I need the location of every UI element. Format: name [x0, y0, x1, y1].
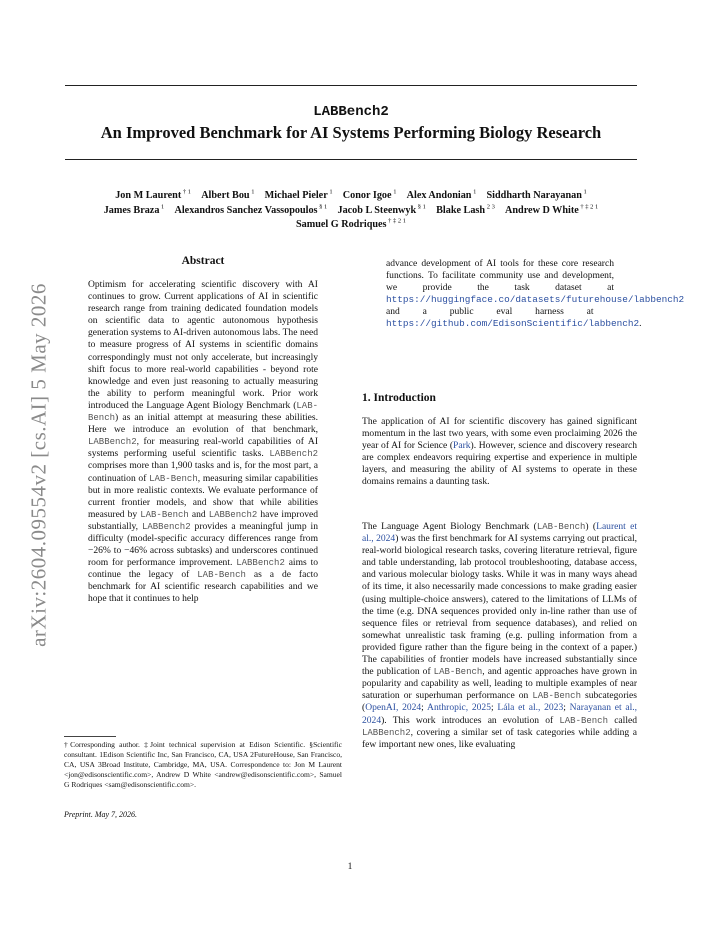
author-affiliation-marker: † ‡ 2 1: [386, 218, 407, 225]
intro-paragraph-2: [362, 521, 637, 751]
text-run: aims to continue the legacy of: [88, 557, 319, 581]
text-run: and: [188, 508, 209, 520]
author-affiliation-marker: † ‡ 2 1: [578, 204, 599, 211]
abstract-paragraph: [88, 279, 318, 606]
author-affiliation-marker: 1: [327, 189, 333, 196]
code-term: LABBench2: [208, 509, 258, 520]
code-term: LABBench2: [88, 437, 137, 448]
text-run: and a public eval harness at: [386, 306, 594, 318]
code-term: LAB-Bench: [559, 715, 608, 726]
section-heading-introduction: 1. Introduction: [362, 392, 436, 404]
text-run: ;: [563, 702, 570, 714]
url-link[interactable]: https://github.com/EdisonScientific/labbench2: [386, 318, 640, 330]
text-run: ) (: [585, 521, 597, 532]
citation-link[interactable]: Laurent et al., 2024: [362, 521, 637, 545]
author: [201, 190, 254, 201]
text-run: , and agentic approaches have grown in popularity and capability as well, leading to multiple examples of near saturation or superhuman performance on: [362, 666, 637, 702]
code-term: LAB-Bench: [536, 522, 586, 532]
author-name: Alex Andonian: [406, 190, 472, 202]
title-rule-top: [65, 85, 637, 86]
code-term: LABBench2: [236, 558, 285, 569]
author: [407, 190, 477, 201]
code-term: LAB-Bench: [140, 509, 189, 520]
author-name: Michael Pieler: [264, 190, 328, 202]
author-affiliation-marker: § 1: [317, 204, 328, 211]
author-affiliation-marker: 1: [581, 189, 587, 196]
author-affiliation-marker: 1: [249, 189, 255, 196]
code-term: LABBench2: [269, 449, 318, 460]
text-run: provides a meaningful jump in difficulty (model-specific accuracy differences range from −26% to −46% across subtasks) and underscores continued room for performance improvement.: [88, 520, 318, 569]
text-run: The Language Agent Biology Benchmark (: [362, 521, 537, 532]
author-affiliation-marker: † 1: [181, 189, 191, 196]
text-run: The application of AI for scientific discovery has gained significant momentum in the last two years, with some even proclaiming 2026 the year of AI for Science (: [362, 416, 637, 452]
text-run: ). However, science and discovery research are complex endeavors requiring expertise and experience in multiple layers, and measuring the ability of AI systems to operate in these domains remains a daunting task.: [362, 440, 638, 488]
code-term: LAB-Bench: [433, 667, 483, 678]
text-run: as a de facto benchmark for AI scientific research capabilities and we hope that it continues to help: [88, 569, 319, 605]
author: [265, 190, 333, 201]
text-run: , for measuring real-world capabilities of AI systems performing useful scientific tasks.: [88, 436, 318, 460]
text-run: ;: [421, 702, 428, 714]
author-affiliation-marker: 1: [159, 204, 165, 211]
author: [487, 190, 587, 201]
text-run: advance development of AI tools for these core research functions. To facilitate community use and development, we provide the task dataset at: [386, 258, 614, 294]
author-name: Albert Bou: [201, 190, 250, 202]
text-run: , covering a similar set of task categories while adding a few important new ones, like evaluating: [362, 726, 637, 750]
text-run: ;: [490, 702, 498, 714]
author-affiliation-marker: § 1: [416, 204, 426, 211]
abstract-heading: Abstract: [181, 255, 225, 267]
text-run: subcategories (: [362, 690, 637, 714]
citation-link[interactable]: Anthropic, 2025: [427, 702, 491, 714]
author: [296, 219, 406, 230]
author-affiliation-marker: 1: [471, 189, 477, 196]
text-run: called: [607, 714, 637, 726]
authors-line-3: [60, 215, 642, 232]
author-affiliation-marker: 1: [391, 189, 397, 196]
text-run: .: [639, 318, 642, 330]
code-term: LAB-Bench: [197, 570, 246, 581]
intro-paragraph-1: [362, 416, 637, 489]
author-name: Siddharth Narayanan: [486, 190, 582, 202]
code-term: LAB-Bench: [88, 400, 318, 424]
text-run: ) as an initial attempt at measuring these abilities. Here we introduce an evolution of that benchmark,: [88, 412, 318, 436]
page-number: 1: [347, 862, 353, 872]
code-term: LAB-Bench: [149, 473, 198, 484]
author-name: Alexandros Sanchez Vassopoulos: [174, 205, 318, 217]
preprint-date: Preprint. May 7, 2026.: [64, 810, 138, 819]
text-run: , measuring similar capabilities but in more realistic contexts. We evaluate performance of current frontier models, and show that while abilities measured by: [88, 472, 318, 520]
abstract-body: [88, 279, 318, 606]
citation-link[interactable]: Park: [453, 440, 471, 452]
footnote-separator: [64, 736, 116, 737]
citation-link[interactable]: Narayanan et al., 2024: [362, 702, 638, 726]
code-term: LAB-Bench: [532, 691, 581, 702]
code-term: LABBench2: [141, 521, 191, 532]
text-run: comprises more than 1,900 tasks and is, for the most part, a continuation of: [88, 460, 318, 484]
author-name: Andrew D White: [505, 205, 579, 217]
author-name: Blake Lash: [436, 205, 486, 217]
paper-title-code: LABBench2: [313, 104, 389, 120]
arxiv-identifier-stamp: arXiv:2604.09554v2 [cs.AI] 5 May 2026: [26, 283, 51, 647]
abstract-continuation-paragraph: [386, 258, 685, 331]
author-name: Jon M Laurent: [115, 190, 182, 202]
text-run: ). This work introduces an evolution of: [381, 714, 560, 726]
author-name: James Braza: [103, 205, 160, 217]
affiliation-footnotes: †Corresponding author. ‡Joint technical supervision at Edison Scientific. §Scientific consultant. 1Edison Scientific Inc, San Francisco, CA, USA 2FutureHouse, San Francisco, CA, USA 3Broad Institute, Cambridge, MA, USA. Correspondence to: Jon M Laurent <jon@edisonscientific.com>, Andrew D White <andrew@edisonscientific.com>, Samuel G Rodriques <sam@edisonscientific.com>.: [64, 740, 342, 789]
author-name: Samuel G Rodriques: [295, 219, 387, 231]
intro-paragraph-1-text: [362, 416, 637, 489]
paper-title: An Improved Benchmark for AI Systems Performing Biology Research: [100, 123, 602, 142]
text-run: have improved substantially,: [88, 508, 319, 532]
author: [115, 190, 191, 201]
text-run: Optimism for accelerating scientific discovery with AI continues to grow. Current applications of AI in scientific research range from training dedicated foundation models on scientific data to agentic autonomous hypothesis generation systems to AI-driven autonomous labs. The need to measure progress of AI systems in scientific domains correspondingly must not only accelerate, but increasingly shift focus to more real-world capabilities - beyond rote knowledge and even just reasoning to actually measuring the ability to perform meaningful work. Prior work introduced the Language Agent Biology Benchmark (: [88, 279, 318, 411]
author: [343, 190, 397, 201]
citation-link[interactable]: OpenAI, 2024: [365, 702, 422, 714]
title-rule-bottom: [65, 159, 637, 160]
author-affiliation-marker: 2 3: [485, 204, 495, 211]
citation-link[interactable]: Lála et al., 2023: [497, 702, 564, 714]
intro-paragraph-2-text: [362, 521, 637, 751]
text-run: ) was the first benchmark for AI systems carrying out practical, real-world biological research tasks, covering literature retrieval, figure and table understanding, lab protocol troubleshooting, database access, and various molecular biology tasks. While it was in many ways ahead of its time, it also necessarily made concessions to make grading easier (using multiple-choice answers), catered to the limitations of LLMs of the time (e.g. DNA sequences provided only in-line rather than use of sequence files or retrieval from sequence databases), and relied on somewhat unrealistic task framing (e.g. pulling information from a provided figure rather than the figure being in the context of a paper.) The capabilities of frontier models have increased substantially since the publication of: [362, 533, 637, 678]
url-link[interactable]: https://huggingface.co/datasets/futurehouse/labbench2: [386, 294, 685, 306]
author-name: Conor Igoe: [342, 190, 392, 202]
code-term: LABBench2: [362, 727, 411, 738]
abstract-continuation: [386, 258, 685, 331]
author-name: Jacob L Steenwyk: [337, 205, 417, 217]
